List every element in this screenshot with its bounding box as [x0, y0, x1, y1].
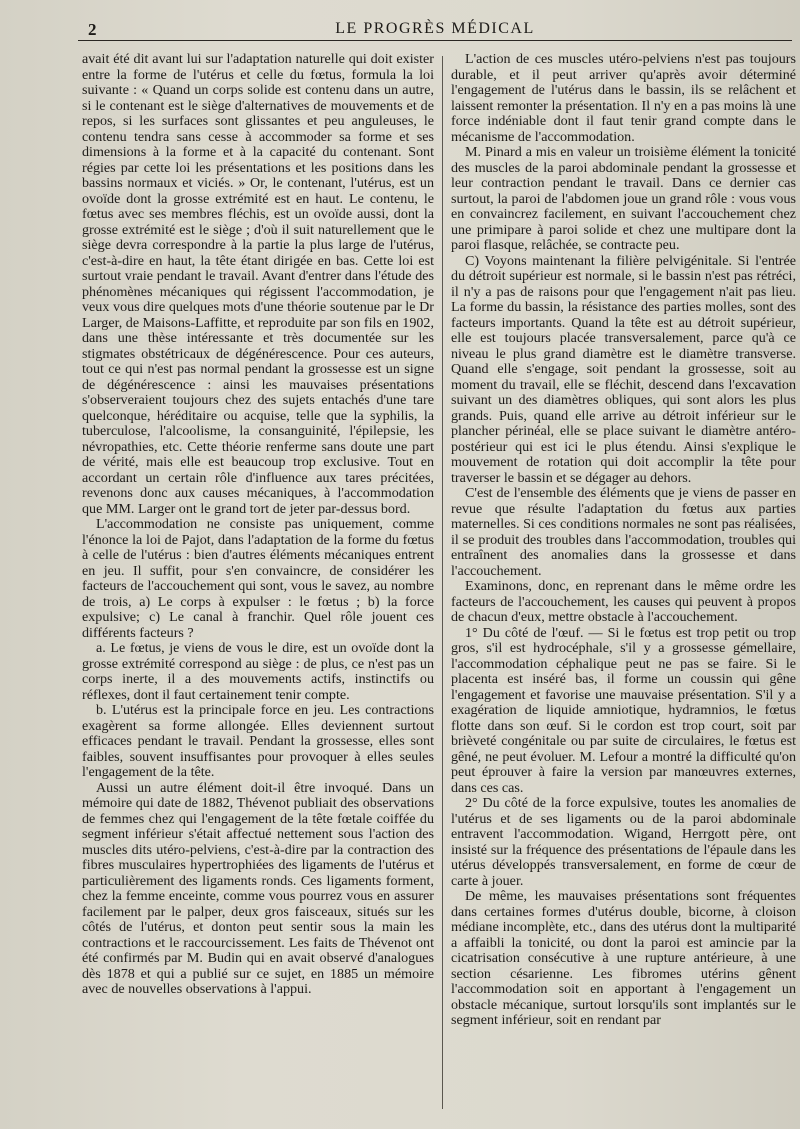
page-header — [78, 14, 792, 41]
paragraph: b. L'utérus est la principale force en jeu. Les contractions exagèrent sa forme allongée. Elles deviennent surtout efficaces pendant le travail. Pendant la grossesse, elles sont faibles, souvent insuffisantes pour provoquer à elles seules l'engagement de la tête. — [82, 702, 434, 780]
right-column — [451, 52, 796, 1121]
paragraph: L'action de ces muscles utéro-pelviens n'est pas toujours durable, et il peut arriver qu'après avoir déterminé l'engagement de l'utérus dans le bassin, ils se relâchent et laissent remonter la présentation. Il n'y en a pas moins là une force indéniable dont il faut tenir grand compte dans le mécanisme de l'accommodation. — [451, 52, 796, 145]
paragraph: L'accommodation ne consiste pas uniquement, comme l'énonce la loi de Pajot, dans l'adaptation de la forme du fœtus à celle de l'utérus : bien d'autres éléments mécaniques entrent en jeu. Il suffit, pour s'en convaincre, de considérer les facteurs de l'accouchement qui sont, vous le savez, au nombre de trois, a) Le corps à expulser : le fœtus ; b) la force expulsive; c) Le canal à franchir. Quel rôle jouent ces différents facteurs ? — [82, 516, 434, 641]
running-title: LE PROGRÈS MÉDICAL — [335, 20, 535, 37]
paragraph: a. Le fœtus, je viens de vous le dire, est un ovoïde dont la grosse extrémité correspond au siège : de plus, ce n'est pas un corps inerte, il a des mouvements actifs, instinctifs ou réflexes, dont il faut certainement tenir compte. — [82, 640, 434, 703]
paragraph: 1° Du côté de l'œuf. — Si le fœtus est trop petit ou trop gros, s'il est hydrocéphale, s'il y a grossesse gémellaire, l'accommodation céphalique peut ne pas se faire. Si le placenta est inséré bas, il forme un coussin qui gêne l'engagement et favorise une mauvaise présentation. S'il y a exagération de liquide amniotique, hydramnios, le fœtus flotte dans son œuf. Si le cordon est trop court, soit par brièveté congénitale ou par suite de circulaires, le fœtus est gêné, ne peut évoluer. M. Lefour a montré la difficulté qu'on peut éprouver à faire la version par manœuvres externes, dans ces cas. — [451, 624, 796, 796]
paragraph: Examinons, donc, en reprenant dans le même ordre les facteurs de l'accouchement, les causes qui peuvent à propos de chacun d'eux, mettre obstacle à l'accouchement. — [451, 578, 796, 625]
paragraph: C'est de l'ensemble des éléments que je viens de passer en revue que résulte l'adaptation du fœtus aux parties maternelles. Si ces conditions normales ne sont pas réalisées, il se produit des troubles dans l'accommodation, troubles qui entraînent des anomalies dans la grossesse et dans l'accouchement. — [451, 485, 796, 579]
paragraph: 2° Du côté de la force expulsive, toutes les anomalies de l'utérus et de ses ligaments ou de la paroi abdominale entravent l'accommodation. Wigand, Herrgott père, ont insisté sur la fréquence des présentations de l'épaule dans les utérus développés transversalement, en forme de cœur de carte à jouer. — [451, 795, 796, 889]
column-divider — [442, 56, 443, 1109]
left-column — [82, 52, 434, 1121]
paragraph: De même, les mauvaises présentations sont fréquentes dans certaines formes d'utérus double, bicorne, à cloison médiane incomplète, etc., dans des utérus dont la multiparité a affaibli la tonicité, ou dont la paroi est amincie par la cicatrisation consécutive à une rupture antérieure, à une section césarienne. Les fibromes utérins gênent l'accommodation soit en apportant à l'engagement un obstacle mécanique, surtout lorsqu'ils sont implantés sur le segment inférieur, soit en rendant par — [451, 888, 796, 1028]
page-number: 2 — [88, 20, 97, 39]
paragraph: avait été dit avant lui sur l'adaptation naturelle qui doit exister entre la forme de l'utérus et celle du fœtus, formula la loi suivante : « Quand un corps solide est contenu dans un autre, si le contenant est le siège d'alternatives de mouvements et de repos, si les surfaces sont glissantes et peu anguleuses, le contenu tendra sans cesse à accommoder sa forme et ses dimensions à la forme et à la capacité du contenant. Sont régies par cette loi les présentations et les positions dans les bassins normaux et viciés. » Or, le contenant, l'utérus, est un ovoïde dont la grosse extrémité est en haut. Le contenu, le fœtus avec ses membres fléchis, est un ovoïde aussi, dont la grosse extrémité est le siège ; d'où il suit naturellement que le siège devra correspondre à la partie la plus large de l'utérus, c'est-à-dire en haut, la tête étant dirigée en bas. Cette loi est surtout vraie pendant le travail. Avant d'entrer dans l'étude des phénomènes mécaniques qui régissent l'accommodation, je veux vous dire quelques mots d'une théorie soutenue par le Dr Larger, de Maisons-Laffitte, et reproduite par son fils en 1902, dans une thèse intéressante et très documentée sur les stigmates obstétricaux de dégénérescence. Pour ces auteurs, tout ce qui n'est pas normal pendant la grossesse est un signe de dégénérescence : ainsi les mauvaises présentations s'observeraient toujours chez des sujets entachés d'une tare quelconque, héréditaire ou acquise, telle que la syphilis, la tuberculose, l'alcoolisme, la consanguinité, l'épilepsie, les névropathies, etc. Cette théorie renferme sans doute une part de vérité, mais elle est beaucoup trop exclusive. Tout en accordant un certain rôle d'influence aux tares précitées, revenons donc aux causes mécaniques, à l'accommodation que MM. Larger ont le grand tort de jeter par-dessus bord. — [82, 52, 434, 517]
paragraph: Aussi un autre élément doit-il être invoqué. Dans un mémoire qui date de 1882, Thévenot publiait des observations de femmes chez qui l'engagement de la tête fœtale coiffée du segment inférieur s'était affectué nettement sous l'action des muscles dits utéro-pelviens, c'est-à-dire par la contraction des fibres musculaires hypertrophiées des ligaments de l'utérus et particulièrement des ligaments ronds. Ces ligaments forment, chez la femme enceinte, comme vous pourrez vous en assurer facilement par le palper, deux gros faisceaux, situés sur les côtés de l'utérus, et donton peut sentir sous la main les contractions et le raccourcissement. Les faits de Thévenot ont été confirmés par M. Budin qui en avait observé d'analogues dès 1878 et qui a publié sur ce sujet, en 1885 un mémoire avec de nouvelles observations à l'appui. — [82, 779, 434, 997]
paragraph: C) Voyons maintenant la filière pelvigénitale. Si l'entrée du détroit supérieur est normale, si le bassin n'est pas rétréci, il n'y a pas de raisons pour que l'engagement n'ait pas lieu. La forme du bassin, la résistance des parties molles, sont des facteurs importants. Quand la tête est au détroit supérieur, elle est toujours placée transversalement, parce qu'à ce niveau le plus grand diamètre est le diamètre transverse. Quand elle s'engage, soit pendant la grossesse, soit au moment du travail, elle se fléchit, descend dans l'excavation suivant un des diamètres obliques, qui sont alors les plus grands. Puis, quand elle arrive au détroit inférieur sur le plancher périnéal, elle se place suivant le diamètre antéro-postérieur qui est ici le plus étendu. Ainsi s'explique le mouvement de rotation qui doit accomplir la tête pour traverser le bassin et se dégager au dehors. — [451, 252, 796, 486]
paragraph: M. Pinard a mis en valeur un troisième élément la tonicité des muscles de la paroi abdominale pendant la grossesse et leur contraction pendant le travail. Dans ce dernier cas surtout, la paroi de l'abdomen joue un grand rôle : vous vous en convaincrez facilement, en suivant l'accouchement chez une primipare à paroi solide et chez une multipare dont la paroi flasque, relâchée, se contracte peu. — [451, 144, 796, 253]
